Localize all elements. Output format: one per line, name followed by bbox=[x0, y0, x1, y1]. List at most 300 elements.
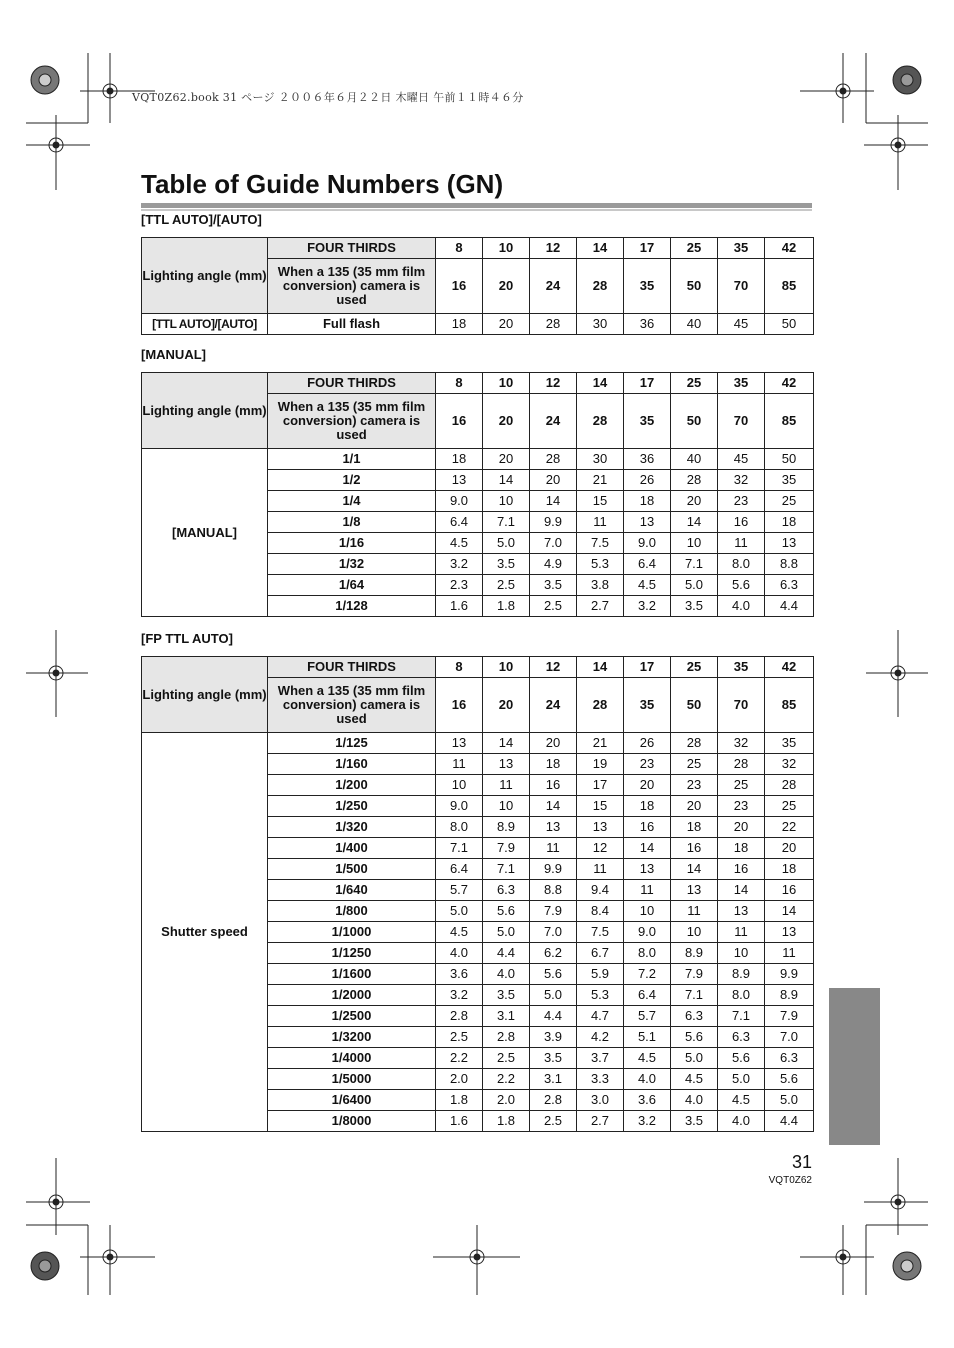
gn-value: 3.5 bbox=[671, 596, 718, 617]
gn-value: 35 bbox=[765, 733, 814, 754]
gn-value: 4.9 bbox=[530, 554, 577, 575]
gn-value: 11 bbox=[671, 901, 718, 922]
gn-value: 3.3 bbox=[577, 1069, 624, 1090]
gn-value: 23 bbox=[624, 754, 671, 775]
page-number: 31 bbox=[791, 1152, 812, 1172]
gn-value: 13 bbox=[765, 922, 814, 943]
gn-value: 11 bbox=[577, 512, 624, 533]
gn-value: 30 bbox=[577, 449, 624, 470]
gn-value: 1.6 bbox=[436, 1111, 483, 1132]
conversion-value: 28 bbox=[577, 394, 624, 449]
gn-value: 10 bbox=[483, 796, 530, 817]
gn-value: 23 bbox=[718, 796, 765, 817]
gn-value: 18 bbox=[530, 754, 577, 775]
gn-value: 50 bbox=[765, 314, 814, 335]
gn-value: 14 bbox=[765, 901, 814, 922]
four-thirds-value: 14 bbox=[577, 238, 624, 259]
row-label: 1/200 bbox=[268, 775, 436, 796]
gn-value: 12 bbox=[577, 838, 624, 859]
conversion-value: 50 bbox=[671, 259, 718, 314]
doc-code: VQT0Z62 bbox=[768, 1175, 812, 1186]
gn-value: 9.0 bbox=[436, 491, 483, 512]
gn-value: 5.0 bbox=[483, 922, 530, 943]
four-thirds-value: 42 bbox=[765, 657, 814, 678]
gn-value: 20 bbox=[483, 314, 530, 335]
gn-value: 6.4 bbox=[436, 512, 483, 533]
header-row-four-thirds bbox=[142, 657, 814, 678]
gn-value: 7.0 bbox=[530, 922, 577, 943]
gn-value: 3.5 bbox=[530, 1048, 577, 1069]
gn-value: 2.0 bbox=[436, 1069, 483, 1090]
gn-value: 8.0 bbox=[436, 817, 483, 838]
gn-value: 4.0 bbox=[718, 1111, 765, 1132]
page-title: Table of Guide Numbers (GN) bbox=[141, 169, 504, 199]
side-tab bbox=[829, 988, 880, 1145]
gn-value: 7.9 bbox=[483, 838, 530, 859]
gn-value: 20 bbox=[671, 796, 718, 817]
section-label-manual: [MANUAL] bbox=[141, 347, 206, 362]
gn-value: 45 bbox=[718, 314, 765, 335]
conversion-value: 20 bbox=[483, 678, 530, 733]
table-row bbox=[142, 314, 814, 335]
conversion-label: When a 135 (35 mm film conversion) camera is used bbox=[268, 259, 436, 314]
gn-value: 5.7 bbox=[436, 880, 483, 901]
four-thirds-value: 8 bbox=[436, 238, 483, 259]
conversion-value: 24 bbox=[530, 394, 577, 449]
gn-value: 11 bbox=[765, 943, 814, 964]
gn-value: 4.0 bbox=[436, 943, 483, 964]
gn-value: 4.5 bbox=[624, 1048, 671, 1069]
title-rule-light bbox=[141, 209, 812, 211]
gn-value: 7.5 bbox=[577, 922, 624, 943]
gn-value: 3.1 bbox=[483, 1006, 530, 1027]
gn-value: 1.8 bbox=[436, 1090, 483, 1111]
gn-value: 4.5 bbox=[718, 1090, 765, 1111]
four-thirds-value: 12 bbox=[530, 657, 577, 678]
gn-value: 18 bbox=[436, 314, 483, 335]
conversion-value: 35 bbox=[624, 678, 671, 733]
row-label: 1/1250 bbox=[268, 943, 436, 964]
header-row-four-thirds bbox=[142, 238, 814, 259]
four-thirds-value: 10 bbox=[483, 238, 530, 259]
gn-value: 11 bbox=[577, 859, 624, 880]
conversion-value: 70 bbox=[718, 678, 765, 733]
gn-value: 23 bbox=[671, 775, 718, 796]
gn-value: 28 bbox=[765, 775, 814, 796]
gn-value: 11 bbox=[483, 775, 530, 796]
gn-value: 2.8 bbox=[436, 1006, 483, 1027]
gn-value: 36 bbox=[624, 314, 671, 335]
four-thirds-value: 17 bbox=[624, 657, 671, 678]
gn-value: 6.3 bbox=[671, 1006, 718, 1027]
four-thirds-value: 35 bbox=[718, 657, 765, 678]
gn-value: 4.5 bbox=[671, 1069, 718, 1090]
row-label: 1/160 bbox=[268, 754, 436, 775]
gn-value: 16 bbox=[765, 880, 814, 901]
gn-value: 36 bbox=[624, 449, 671, 470]
gn-value: 18 bbox=[436, 449, 483, 470]
gn-value: 7.2 bbox=[624, 964, 671, 985]
conversion-value: 28 bbox=[577, 259, 624, 314]
gn-value: 10 bbox=[718, 943, 765, 964]
conversion-value: 16 bbox=[436, 394, 483, 449]
gn-value: 5.0 bbox=[436, 901, 483, 922]
gn-value: 28 bbox=[671, 733, 718, 754]
gn-value: 16 bbox=[624, 817, 671, 838]
gn-value: 4.5 bbox=[436, 533, 483, 554]
gn-value: 3.6 bbox=[624, 1090, 671, 1111]
lighting-angle-label: Lighting angle (mm) bbox=[142, 238, 268, 314]
gn-value: 3.2 bbox=[624, 1111, 671, 1132]
row-label: 1/400 bbox=[268, 838, 436, 859]
gn-value: 13 bbox=[577, 817, 624, 838]
conversion-value: 70 bbox=[718, 394, 765, 449]
gn-value: 32 bbox=[718, 733, 765, 754]
gn-value: 11 bbox=[718, 533, 765, 554]
gn-value: 21 bbox=[577, 733, 624, 754]
gn-value: 15 bbox=[577, 491, 624, 512]
row-label: 1/8 bbox=[268, 512, 436, 533]
row-label: 1/128 bbox=[268, 596, 436, 617]
row-label: 1/6400 bbox=[268, 1090, 436, 1111]
gn-value: 22 bbox=[765, 817, 814, 838]
gn-value: 6.3 bbox=[765, 1048, 814, 1069]
gn-value: 13 bbox=[624, 859, 671, 880]
gn-value: 17 bbox=[577, 775, 624, 796]
gn-value: 5.0 bbox=[671, 575, 718, 596]
manual-table bbox=[141, 372, 814, 617]
row-label: 1/8000 bbox=[268, 1111, 436, 1132]
gn-value: 5.6 bbox=[671, 1027, 718, 1048]
gn-value: 7.1 bbox=[483, 859, 530, 880]
conversion-value: 85 bbox=[765, 394, 814, 449]
gn-value: 3.2 bbox=[436, 554, 483, 575]
fp-table bbox=[141, 656, 814, 1132]
gn-value: 20 bbox=[624, 775, 671, 796]
gn-value: 8.9 bbox=[483, 817, 530, 838]
row-group-label: [TTL AUTO]/[AUTO] bbox=[142, 314, 268, 335]
gn-value: 2.5 bbox=[530, 1111, 577, 1132]
gn-value: 5.0 bbox=[671, 1048, 718, 1069]
row-label: 1/1 bbox=[268, 449, 436, 470]
gn-value: 13 bbox=[530, 817, 577, 838]
gn-value: 21 bbox=[577, 470, 624, 491]
gn-value: 10 bbox=[483, 491, 530, 512]
gn-value: 13 bbox=[718, 901, 765, 922]
gn-value: 6.3 bbox=[765, 575, 814, 596]
conversion-value: 70 bbox=[718, 259, 765, 314]
conversion-value: 24 bbox=[530, 259, 577, 314]
four-thirds-value: 42 bbox=[765, 238, 814, 259]
gn-value: 5.0 bbox=[765, 1090, 814, 1111]
conversion-value: 24 bbox=[530, 678, 577, 733]
gn-value: 18 bbox=[718, 838, 765, 859]
gn-value: 2.5 bbox=[530, 596, 577, 617]
gn-value: 14 bbox=[671, 859, 718, 880]
gn-value: 5.6 bbox=[718, 575, 765, 596]
gn-value: 6.2 bbox=[530, 943, 577, 964]
row-label: 1/16 bbox=[268, 533, 436, 554]
gn-value: 2.8 bbox=[530, 1090, 577, 1111]
gn-value: 8.9 bbox=[765, 985, 814, 1006]
four-thirds-value: 14 bbox=[577, 373, 624, 394]
gn-value: 3.2 bbox=[436, 985, 483, 1006]
gn-value: 6.3 bbox=[718, 1027, 765, 1048]
four-thirds-value: 25 bbox=[671, 657, 718, 678]
row-label: 1/1000 bbox=[268, 922, 436, 943]
four-thirds-value: 25 bbox=[671, 238, 718, 259]
gn-value: 3.6 bbox=[436, 964, 483, 985]
gn-value: 4.0 bbox=[483, 964, 530, 985]
gn-value: 4.5 bbox=[624, 575, 671, 596]
gn-value: 25 bbox=[765, 796, 814, 817]
gn-value: 4.0 bbox=[718, 596, 765, 617]
gn-value: 18 bbox=[765, 859, 814, 880]
gn-value: 25 bbox=[765, 491, 814, 512]
conversion-value: 20 bbox=[483, 259, 530, 314]
row-label: 1/2500 bbox=[268, 1006, 436, 1027]
row-label: Full flash bbox=[268, 314, 436, 335]
gn-value: 20 bbox=[718, 817, 765, 838]
gn-value: 5.3 bbox=[577, 985, 624, 1006]
four-thirds-value: 10 bbox=[483, 657, 530, 678]
gn-value: 10 bbox=[436, 775, 483, 796]
row-label: 1/320 bbox=[268, 817, 436, 838]
gn-value: 8.8 bbox=[530, 880, 577, 901]
gn-value: 3.1 bbox=[530, 1069, 577, 1090]
gn-value: 14 bbox=[624, 838, 671, 859]
gn-value: 5.6 bbox=[765, 1069, 814, 1090]
gn-value: 13 bbox=[483, 754, 530, 775]
lighting-angle-label: Lighting angle (mm) bbox=[142, 657, 268, 733]
gn-value: 2.7 bbox=[577, 596, 624, 617]
gn-value: 3.9 bbox=[530, 1027, 577, 1048]
gn-value: 8.9 bbox=[671, 943, 718, 964]
gn-value: 9.9 bbox=[530, 859, 577, 880]
gn-value: 2.0 bbox=[483, 1090, 530, 1111]
gn-value: 18 bbox=[624, 491, 671, 512]
table-row bbox=[142, 449, 814, 470]
gn-value: 4.4 bbox=[765, 1111, 814, 1132]
gn-value: 1.6 bbox=[436, 596, 483, 617]
gn-value: 1.8 bbox=[483, 1111, 530, 1132]
table-row bbox=[142, 733, 814, 754]
gn-value: 3.8 bbox=[577, 575, 624, 596]
gn-value: 6.4 bbox=[624, 554, 671, 575]
four-thirds-value: 17 bbox=[624, 373, 671, 394]
row-label: 1/32 bbox=[268, 554, 436, 575]
gn-value: 40 bbox=[671, 449, 718, 470]
four-thirds-value: 10 bbox=[483, 373, 530, 394]
gn-value: 10 bbox=[671, 922, 718, 943]
gn-value: 11 bbox=[624, 880, 671, 901]
gn-value: 32 bbox=[718, 470, 765, 491]
gn-value: 13 bbox=[671, 880, 718, 901]
gn-value: 16 bbox=[530, 775, 577, 796]
lighting-angle-label: Lighting angle (mm) bbox=[142, 373, 268, 449]
row-label: 1/1600 bbox=[268, 964, 436, 985]
gn-value: 25 bbox=[718, 775, 765, 796]
gn-value: 9.0 bbox=[624, 922, 671, 943]
gn-value: 35 bbox=[765, 470, 814, 491]
gn-value: 8.0 bbox=[624, 943, 671, 964]
row-group-label: [MANUAL] bbox=[142, 449, 268, 617]
four-thirds-value: 12 bbox=[530, 238, 577, 259]
gn-value: 11 bbox=[436, 754, 483, 775]
gn-value: 3.0 bbox=[577, 1090, 624, 1111]
four-thirds-value: 8 bbox=[436, 373, 483, 394]
conversion-label: When a 135 (35 mm film conversion) camera is used bbox=[268, 394, 436, 449]
row-label: 1/64 bbox=[268, 575, 436, 596]
gn-value: 3.7 bbox=[577, 1048, 624, 1069]
gn-value: 3.5 bbox=[483, 554, 530, 575]
conversion-label: When a 135 (35 mm film conversion) camera is used bbox=[268, 678, 436, 733]
gn-value: 13 bbox=[624, 512, 671, 533]
gn-value: 30 bbox=[577, 314, 624, 335]
gn-value: 14 bbox=[483, 733, 530, 754]
gn-value: 7.1 bbox=[483, 512, 530, 533]
four-thirds-value: 35 bbox=[718, 373, 765, 394]
gn-value: 2.7 bbox=[577, 1111, 624, 1132]
gn-value: 7.1 bbox=[718, 1006, 765, 1027]
four-thirds-value: 17 bbox=[624, 238, 671, 259]
print-header: VQT0Z62.book 31 ページ ２００６年６月２２日 木曜日 午前１１時４６分 bbox=[132, 91, 524, 104]
conversion-value: 50 bbox=[671, 678, 718, 733]
gn-value: 5.3 bbox=[577, 554, 624, 575]
conversion-value: 16 bbox=[436, 678, 483, 733]
gn-value: 7.9 bbox=[530, 901, 577, 922]
four-thirds-label: FOUR THIRDS bbox=[268, 238, 436, 259]
ttl-table bbox=[141, 237, 814, 335]
gn-value: 10 bbox=[624, 901, 671, 922]
gn-value: 6.4 bbox=[436, 859, 483, 880]
gn-value: 45 bbox=[718, 449, 765, 470]
gn-value: 5.6 bbox=[530, 964, 577, 985]
four-thirds-label: FOUR THIRDS bbox=[268, 657, 436, 678]
gn-value: 8.9 bbox=[718, 964, 765, 985]
gn-value: 8.8 bbox=[765, 554, 814, 575]
gn-value: 7.0 bbox=[530, 533, 577, 554]
conversion-value: 50 bbox=[671, 394, 718, 449]
row-label: 1/4 bbox=[268, 491, 436, 512]
four-thirds-value: 14 bbox=[577, 657, 624, 678]
gn-value: 4.0 bbox=[671, 1090, 718, 1111]
gn-value: 20 bbox=[671, 491, 718, 512]
gn-value: 16 bbox=[671, 838, 718, 859]
gn-value: 7.1 bbox=[671, 554, 718, 575]
gn-value: 20 bbox=[483, 449, 530, 470]
gn-value: 15 bbox=[577, 796, 624, 817]
gn-value: 3.5 bbox=[483, 985, 530, 1006]
gn-value: 4.7 bbox=[577, 1006, 624, 1027]
gn-value: 4.0 bbox=[624, 1069, 671, 1090]
gn-value: 4.4 bbox=[765, 596, 814, 617]
gn-value: 25 bbox=[671, 754, 718, 775]
row-label: 1/500 bbox=[268, 859, 436, 880]
gn-value: 5.0 bbox=[530, 985, 577, 1006]
gn-value: 28 bbox=[530, 314, 577, 335]
gn-value: 14 bbox=[483, 470, 530, 491]
section-label-ttl: [TTL AUTO]/[AUTO] bbox=[141, 212, 262, 227]
gn-value: 13 bbox=[765, 533, 814, 554]
gn-value: 9.0 bbox=[624, 533, 671, 554]
four-thirds-value: 42 bbox=[765, 373, 814, 394]
gn-value: 2.5 bbox=[483, 1048, 530, 1069]
gn-value: 7.9 bbox=[765, 1006, 814, 1027]
row-label: 1/250 bbox=[268, 796, 436, 817]
gn-value: 14 bbox=[530, 796, 577, 817]
gn-value: 6.3 bbox=[483, 880, 530, 901]
gn-value: 1.8 bbox=[483, 596, 530, 617]
four-thirds-value: 12 bbox=[530, 373, 577, 394]
conversion-value: 20 bbox=[483, 394, 530, 449]
gn-value: 50 bbox=[765, 449, 814, 470]
gn-value: 18 bbox=[671, 817, 718, 838]
section-label-fp: [FP TTL AUTO] bbox=[141, 631, 233, 646]
gn-value: 7.1 bbox=[671, 985, 718, 1006]
gn-value: 7.9 bbox=[671, 964, 718, 985]
gn-value: 3.5 bbox=[671, 1111, 718, 1132]
gn-value: 2.5 bbox=[436, 1027, 483, 1048]
gn-value: 20 bbox=[530, 470, 577, 491]
gn-value: 4.5 bbox=[436, 922, 483, 943]
gn-value: 26 bbox=[624, 470, 671, 491]
gn-value: 6.4 bbox=[624, 985, 671, 1006]
gn-value: 16 bbox=[718, 512, 765, 533]
row-label: 1/2 bbox=[268, 470, 436, 491]
gn-value: 4.4 bbox=[483, 943, 530, 964]
gn-value: 9.0 bbox=[436, 796, 483, 817]
gn-value: 5.0 bbox=[718, 1069, 765, 1090]
row-label: 1/2000 bbox=[268, 985, 436, 1006]
gn-value: 3.2 bbox=[624, 596, 671, 617]
header-row-four-thirds bbox=[142, 373, 814, 394]
gn-value: 5.6 bbox=[483, 901, 530, 922]
gn-value: 4.4 bbox=[530, 1006, 577, 1027]
gn-value: 2.2 bbox=[436, 1048, 483, 1069]
gn-value: 11 bbox=[718, 922, 765, 943]
gn-value: 7.0 bbox=[765, 1027, 814, 1048]
gn-value: 18 bbox=[765, 512, 814, 533]
gn-value: 2.8 bbox=[483, 1027, 530, 1048]
row-group-label: Shutter speed bbox=[142, 733, 268, 1132]
gn-value: 20 bbox=[530, 733, 577, 754]
row-label: 1/800 bbox=[268, 901, 436, 922]
gn-value: 28 bbox=[671, 470, 718, 491]
gn-value: 13 bbox=[436, 470, 483, 491]
row-label: 1/3200 bbox=[268, 1027, 436, 1048]
gn-value: 10 bbox=[671, 533, 718, 554]
gn-value: 23 bbox=[718, 491, 765, 512]
conversion-value: 35 bbox=[624, 259, 671, 314]
gn-value: 20 bbox=[765, 838, 814, 859]
gn-value: 32 bbox=[765, 754, 814, 775]
gn-value: 9.4 bbox=[577, 880, 624, 901]
row-label: 1/4000 bbox=[268, 1048, 436, 1069]
gn-value: 14 bbox=[718, 880, 765, 901]
four-thirds-label: FOUR THIRDS bbox=[268, 373, 436, 394]
gn-value: 5.9 bbox=[577, 964, 624, 985]
gn-value: 5.0 bbox=[483, 533, 530, 554]
conversion-value: 35 bbox=[624, 394, 671, 449]
gn-value: 14 bbox=[671, 512, 718, 533]
gn-value: 5.7 bbox=[624, 1006, 671, 1027]
gn-value: 5.6 bbox=[718, 1048, 765, 1069]
gn-value: 2.3 bbox=[436, 575, 483, 596]
gn-value: 26 bbox=[624, 733, 671, 754]
gn-value: 3.5 bbox=[530, 575, 577, 596]
row-label: 1/5000 bbox=[268, 1069, 436, 1090]
